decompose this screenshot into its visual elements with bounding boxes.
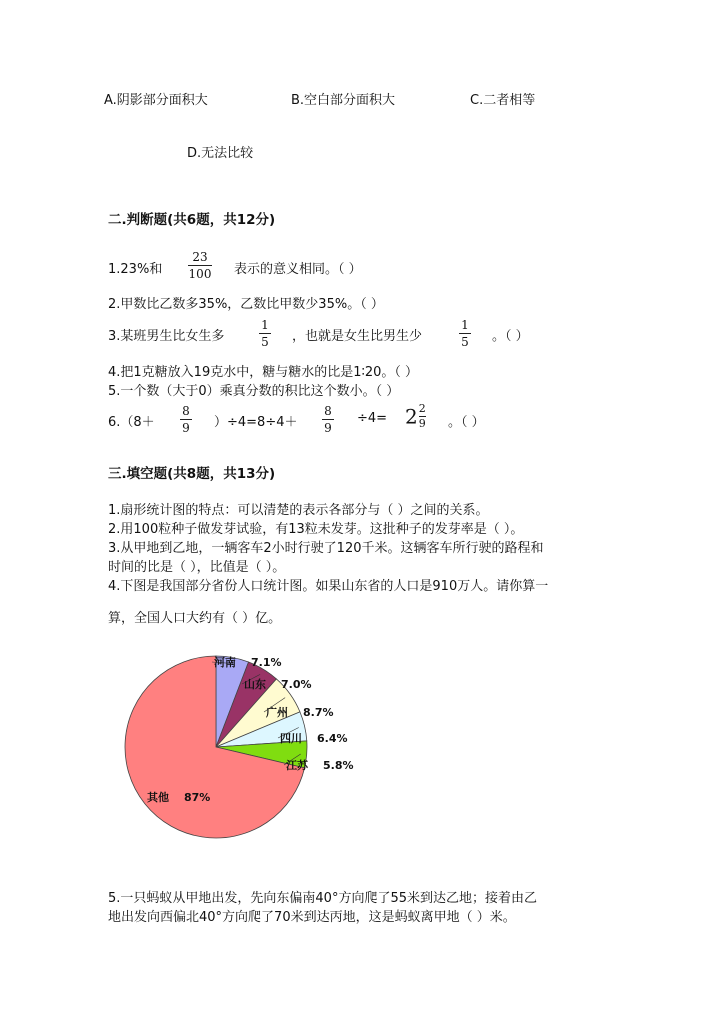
s2-q6-fraction-2: 8 9 — [322, 404, 334, 435]
s2-q6-mixed-number: 2 $\frac{2}{9}$ — [405, 402, 426, 430]
option-d: D.无法比较 — [187, 146, 254, 161]
s2-q2: 2.甲数比乙数多35%，乙数比甲数少35%。（ ） — [108, 297, 384, 312]
s2-q3-post: 。（ ） — [492, 329, 529, 344]
s3-q4-line1: 4.下图是我国部分省份人口统计图。如果山东省的人口是910万人。请你算一 — [108, 579, 549, 594]
s2-q6-post: 。（ ） — [448, 415, 485, 430]
s3-q1: 1.扇形统计图的特点：可以清楚的表示各部分与（ ）之间的关系。 — [108, 503, 489, 518]
s2-q3-fraction-1: 1 5 — [259, 318, 271, 349]
s2-q6-fraction-1: 8 9 — [180, 404, 192, 435]
s2-q5: 5.一个数（大于0）乘真分数的积比这个数小。（ ） — [108, 384, 400, 399]
pie-label-name-1: 山东 — [244, 678, 266, 691]
option-c: C.二者相等 — [470, 93, 536, 108]
pie-label-name-2: 广州 — [266, 706, 288, 719]
pie-label-value-5: 87% — [184, 791, 211, 804]
pie-label-name-4: 江苏 — [286, 759, 308, 772]
pie-label-value-3: 6.4% — [317, 732, 348, 745]
s2-q3-mid: ，也就是女生比男生少 — [292, 329, 423, 344]
s3-q5-line1: 5.一只蚂蚁从甲地出发，先向东偏南40°方向爬了55米到达乙地；接着由乙 — [108, 891, 537, 906]
pie-label-value-2: 8.7% — [303, 706, 334, 719]
pie-label-name-0: 河南 — [214, 656, 236, 669]
s3-q3-line1: 3.从甲地到乙地，一辆客车2小时行驶了120千米。这辆客车所行驶的路程和 — [108, 541, 544, 556]
section3-title: 三.填空题(共8题，共13分) — [108, 466, 276, 482]
population-pie-chart — [110, 645, 380, 850]
s2-q1-fraction: 23 100 — [188, 250, 212, 281]
pie-label-value-1: 7.0% — [281, 678, 312, 691]
s2-q6-mid: ）÷4=8÷4＋ — [214, 415, 298, 430]
s2-q6-pre: 6.（8＋ — [108, 415, 155, 430]
s2-q3-pre: 3.某班男生比女生多 — [108, 329, 225, 344]
option-b: B.空白部分面积大 — [291, 93, 396, 108]
option-a: A.阴影部分面积大 — [104, 93, 208, 108]
pie-label-value-0: 7.1% — [251, 656, 282, 669]
pie-label-name-3: 四川 — [280, 732, 302, 745]
s2-q1-pre: 1.23%和 — [108, 262, 163, 277]
pie-label-name-5: 其他 — [147, 791, 169, 804]
s3-q3-line2: 时间的比是（ ），比值是（ ）。 — [108, 560, 286, 575]
s2-q3-fraction-2: 1 5 — [459, 318, 471, 349]
s2-q6-mid2: ÷4= — [357, 411, 388, 426]
s2-q1-post: 表示的意义相同。（ ） — [234, 262, 362, 277]
s2-q4: 4.把1克糖放入19克水中，糖与糖水的比是1∶20。（ ） — [108, 365, 419, 380]
s3-q4-line2: 算，全国人口大约有（ ）亿。 — [108, 611, 282, 626]
s3-q2: 2.用100粒种子做发芽试验，有13粒未发芽。这批种子的发芽率是（ ）。 — [108, 522, 524, 537]
section2-title: 二.判断题(共6题，共12分) — [108, 212, 276, 228]
pie-label-value-4: 5.8% — [323, 759, 354, 772]
s3-q5-line2: 地出发向西偏北40°方向爬了70米到达丙地，这是蚂蚁离甲地（ ）米。 — [108, 910, 516, 925]
